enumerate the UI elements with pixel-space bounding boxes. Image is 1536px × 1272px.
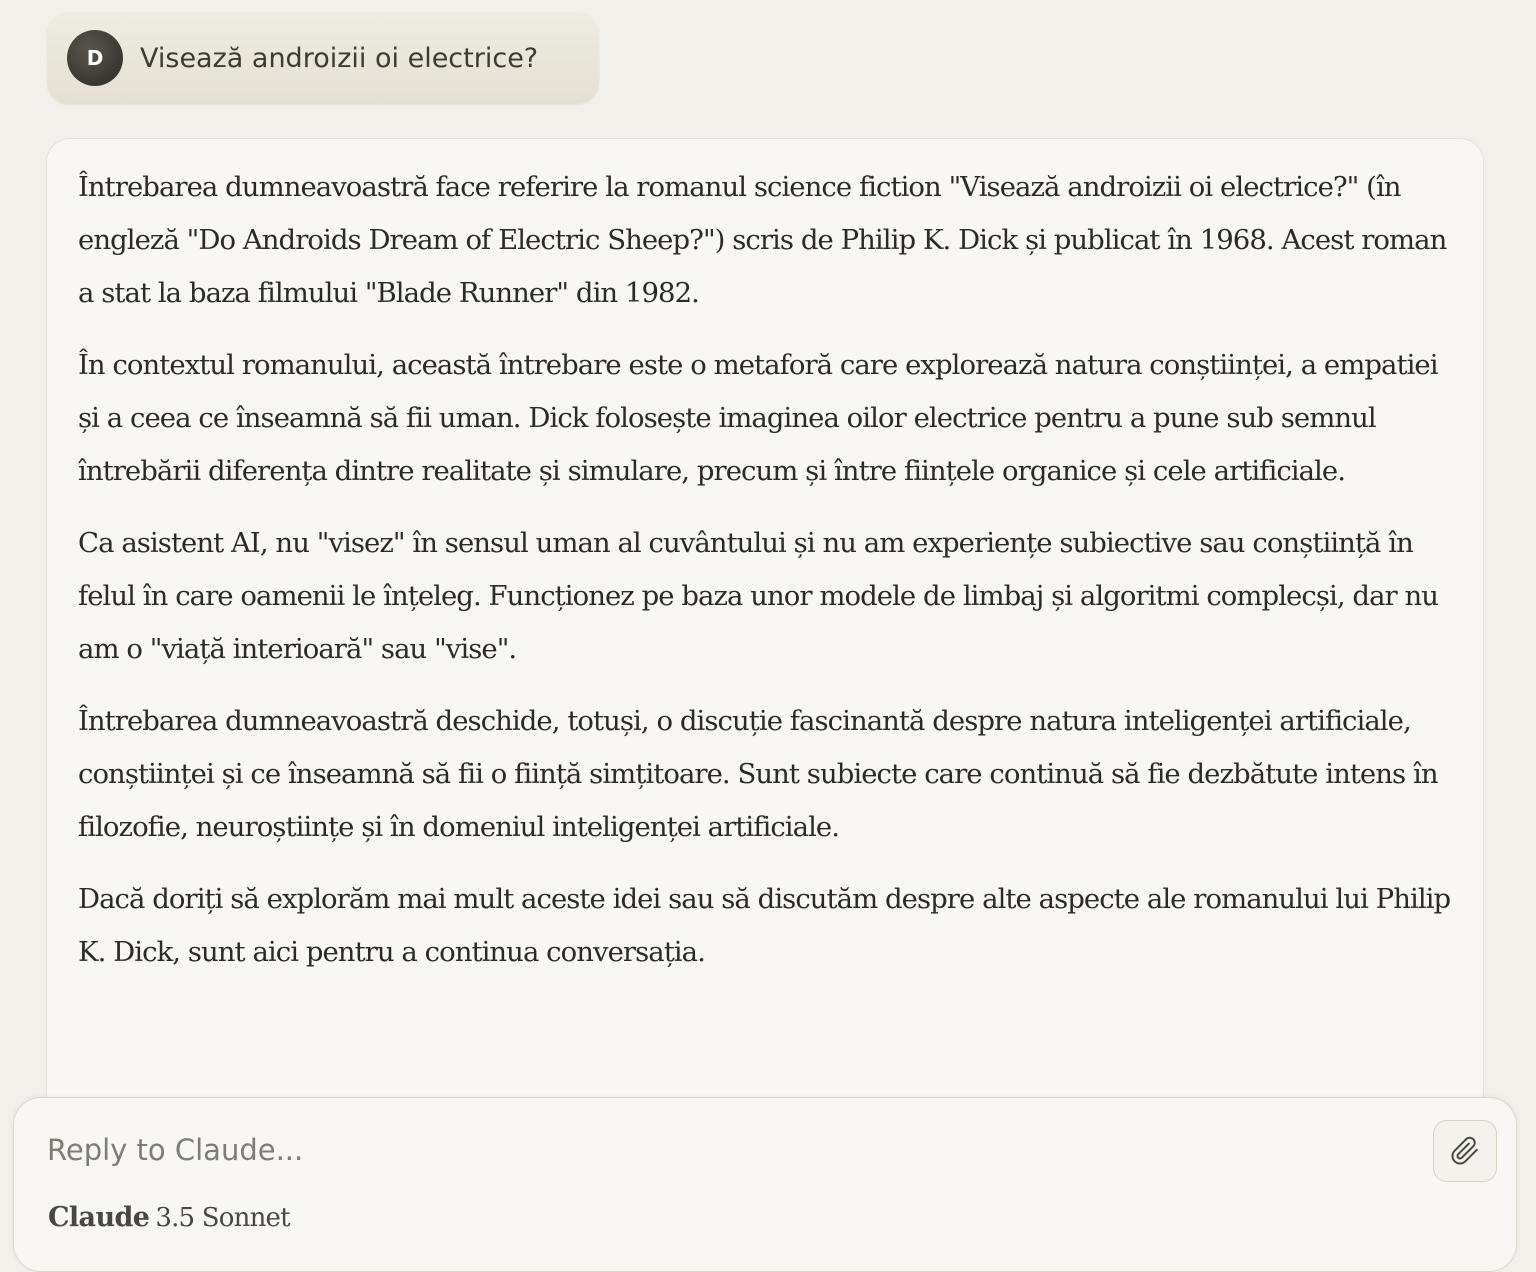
paperclip-icon <box>1450 1134 1480 1168</box>
reply-composer <box>13 1097 1517 1272</box>
assistant-paragraph-4: Întrebarea dumneavoastră deschide, totuși, o discuție fascinantă despre natura inteligenței artificiale, conștiinței și ce înseamnă să fii o ființă simțitoare. Sunt subiecte care continuă să fie dezbătute intens în filozofie, neuroștiințe și în domeniul inteligenței artificiale. <box>78 705 1438 843</box>
avatar-initial: D <box>86 46 104 70</box>
assistant-paragraph-1: Întrebarea dumneavoastră face referire la romanul science fiction "Visează androizii oi electrice?" (în engleză "Do Androids Dream of Electric Sheep?") scris de Philip K. Dick și publicat în 1968. Acest roman a stat la baza filmului "Blade Runner" din 1982. <box>78 171 1447 309</box>
assistant-paragraph-5: Dacă doriți să explorăm mai mult aceste idei sau să discutăm despre alte aspecte ale romanului lui Philip K. Dick, sunt aici pentru a continua conversația. <box>78 883 1451 968</box>
assistant-message <box>46 138 1484 1148</box>
user-avatar[interactable] <box>67 30 123 86</box>
model-brand: Claude <box>48 1202 150 1233</box>
assistant-paragraph-3: Ca asistent AI, nu "visez" în sensul uman al cuvântului și nu am experiențe subiective sau conștiință în felul în care oamenii le înțeleg. Funcționez pe baza unor modele de limbaj și algoritmi complecși, dar nu am o "viață interioară" sau "vise". <box>78 527 1439 665</box>
user-message-text: Visează androizii oi electrice? <box>140 42 539 74</box>
user-message <box>47 12 599 104</box>
assistant-paragraph-2: În contextul romanului, această întrebare este o metaforă care explorează natura conștiinței, a empatiei și a ceea ce înseamnă să fii uman. Dick folosește imaginea oilor electrice pentru a pune sub semnul întrebării diferența dintre realitate și simulare, precum și între ființele organice și cele artificiale. <box>78 349 1438 487</box>
model-selector[interactable] <box>48 1202 290 1233</box>
model-name: 3.5 Sonnet <box>155 1203 290 1233</box>
reply-input[interactable] <box>47 1128 1407 1172</box>
attach-button[interactable] <box>1433 1120 1497 1182</box>
